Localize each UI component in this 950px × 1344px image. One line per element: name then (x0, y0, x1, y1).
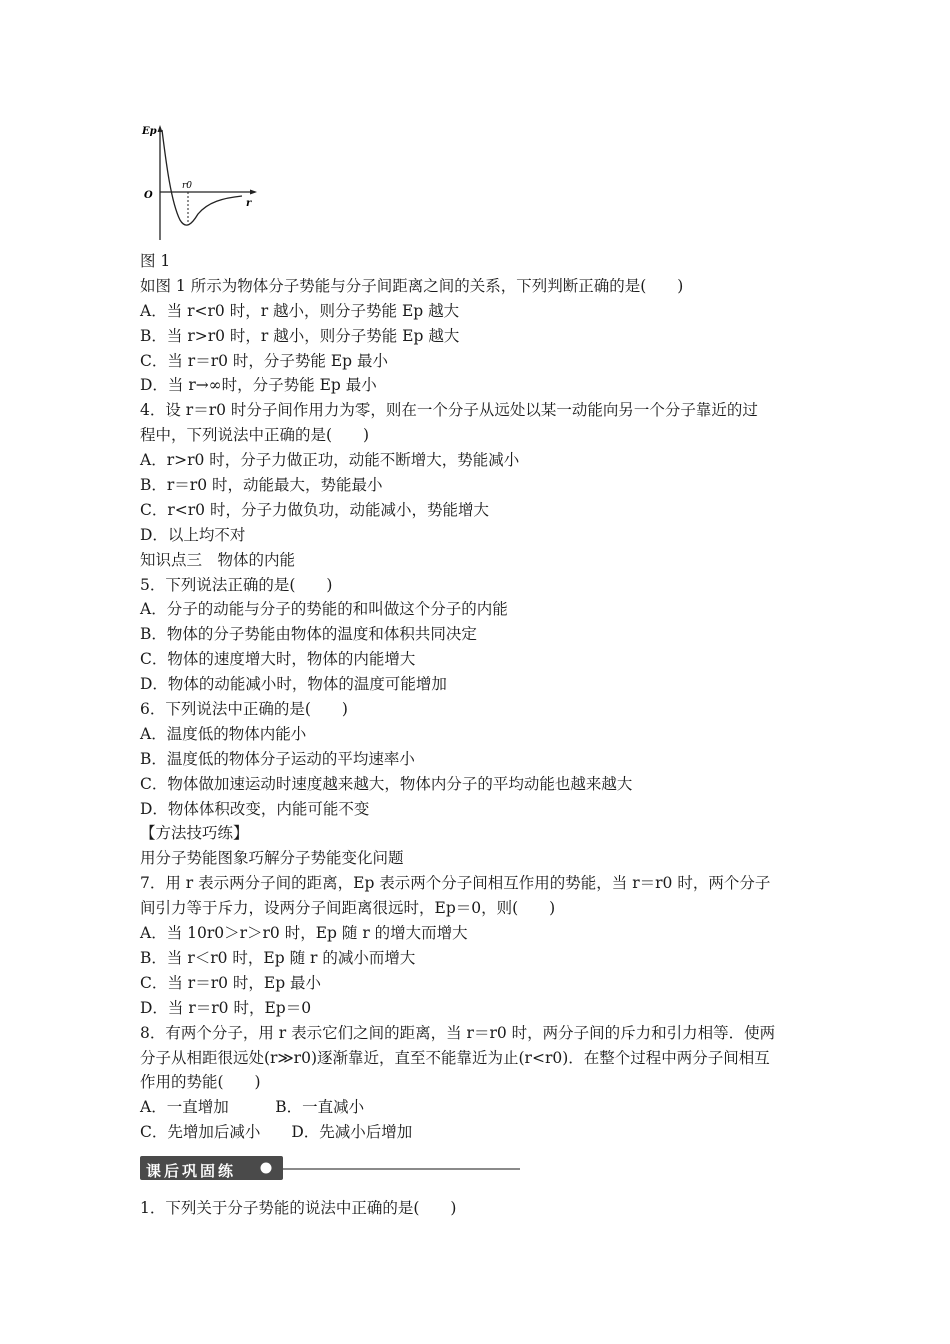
banner-rule (283, 1168, 520, 1170)
option-b: B．当 r＜r0 时，Ep 随 r 的减小而增大 (140, 948, 416, 967)
option-c: C．r<r0 时，分子力做负功，动能减小，势能增大 (140, 500, 489, 519)
options-c-d: C．先增加后减小 D．先减小后增加 (140, 1123, 413, 1142)
question-8-stem-end: 作用的势能( ) (140, 1073, 261, 1092)
banner-label: 课后巩固练 (146, 1162, 237, 1180)
option-a: A．当 10r0＞r＞r0 时，Ep 随 r 的增大而增大 (140, 924, 468, 943)
axis-y-label: Ep (142, 126, 157, 137)
x-axis-arrow (250, 190, 257, 195)
option-b: B．r＝r0 时，动能最大，势能最小 (140, 476, 383, 495)
origin-label: O (144, 190, 153, 201)
question-8-stem: 8．有两个分子，用 r 表示它们之间的距离，当 r＝r0 时，两分子间的斥力和引力相等．使两 (140, 1023, 776, 1042)
option-d: D．当 r＝r0 时，Ep＝0 (140, 998, 312, 1017)
option-d: D．物体的动能减小时，物体的温度可能增加 (140, 675, 447, 694)
potential-energy-graph (138, 122, 258, 242)
option-b: B．当 r>r0 时，r 越小，则分子势能 Ep 越大 (140, 326, 460, 345)
document-body (140, 249, 820, 1145)
question-8-stem-cont: 分子从相距很远处(r≫r0)逐渐靠近，直至不能靠近为止(r<r0)．在整个过程中两分子间相互 (140, 1048, 770, 1067)
after-banner-question: 1．下列关于分子势能的说法中正确的是( ) (140, 1199, 457, 1217)
question-3-stem: 如图 1 所示为物体分子势能与分子间距离之间的关系，下列判断正确的是( ) (140, 276, 684, 295)
question-6-stem: 6．下列说法中正确的是( ) (140, 700, 348, 719)
method-subheading: 用分子势能图象巧解分子势能变化问题 (140, 849, 404, 868)
question-4-stem-cont: 程中，下列说法中正确的是( ) (140, 426, 370, 445)
option-a: A．r>r0 时，分子力做正功，动能不断增大，势能减小 (140, 451, 520, 470)
option-c: C．当 r＝r0 时，分子势能 Ep 最小 (140, 351, 388, 370)
potential-energy-figure (138, 122, 258, 242)
question-4-stem: 4．设 r＝r0 时分子间作用力为零，则在一个分子从远处以某一动能向另一个分子靠近的过 (140, 401, 758, 420)
section-heading: 知识点三 物体的内能 (140, 550, 296, 569)
option-d: D．以上均不对 (140, 525, 246, 544)
question-7-stem: 7．用 r 表示两分子间的距离，Ep 表示两个分子间相互作用的势能，当 r＝r0 时，两个分子 (140, 874, 771, 893)
potential-curve (162, 130, 242, 225)
option-b: B．温度低的物体分子运动的平均速率小 (140, 749, 415, 768)
option-a: A．温度低的物体内能小 (140, 724, 307, 743)
section-banner (140, 1154, 525, 1184)
question-7-stem-cont: 间引力等于斥力，设两分子间距离很远时，Ep＝0，则( ) (140, 899, 556, 918)
option-b: B．物体的分子势能由物体的温度和体积共同决定 (140, 625, 477, 644)
option-a: A．当 r<r0 时，r 越小，则分子势能 Ep 越大 (140, 301, 460, 320)
question-5-stem: 5．下列说法正确的是( ) (140, 575, 333, 594)
method-heading: 【方法技巧练】 (140, 824, 249, 843)
option-d: D．物体体积改变，内能可能不变 (140, 799, 370, 818)
r0-label: r0 (182, 181, 193, 191)
option-c: C．物体做加速运动时速度越来越大，物体内分子的平均动能也越来越大 (140, 774, 633, 793)
option-a: A．分子的动能与分子的势能的和叫做这个分子的内能 (140, 600, 508, 619)
figure-caption: 图 1 (140, 252, 171, 270)
option-c: C．物体的速度增大时，物体的内能增大 (140, 650, 416, 669)
option-d: D．当 r→∞时，分子势能 Ep 最小 (140, 376, 377, 395)
axis-x-label: r (246, 198, 252, 209)
option-c: C．当 r＝r0 时，Ep 最小 (140, 973, 322, 992)
bullet-dot-icon (258, 1160, 274, 1176)
options-a-b: A．一直增加 B．一直减小 (140, 1098, 365, 1117)
